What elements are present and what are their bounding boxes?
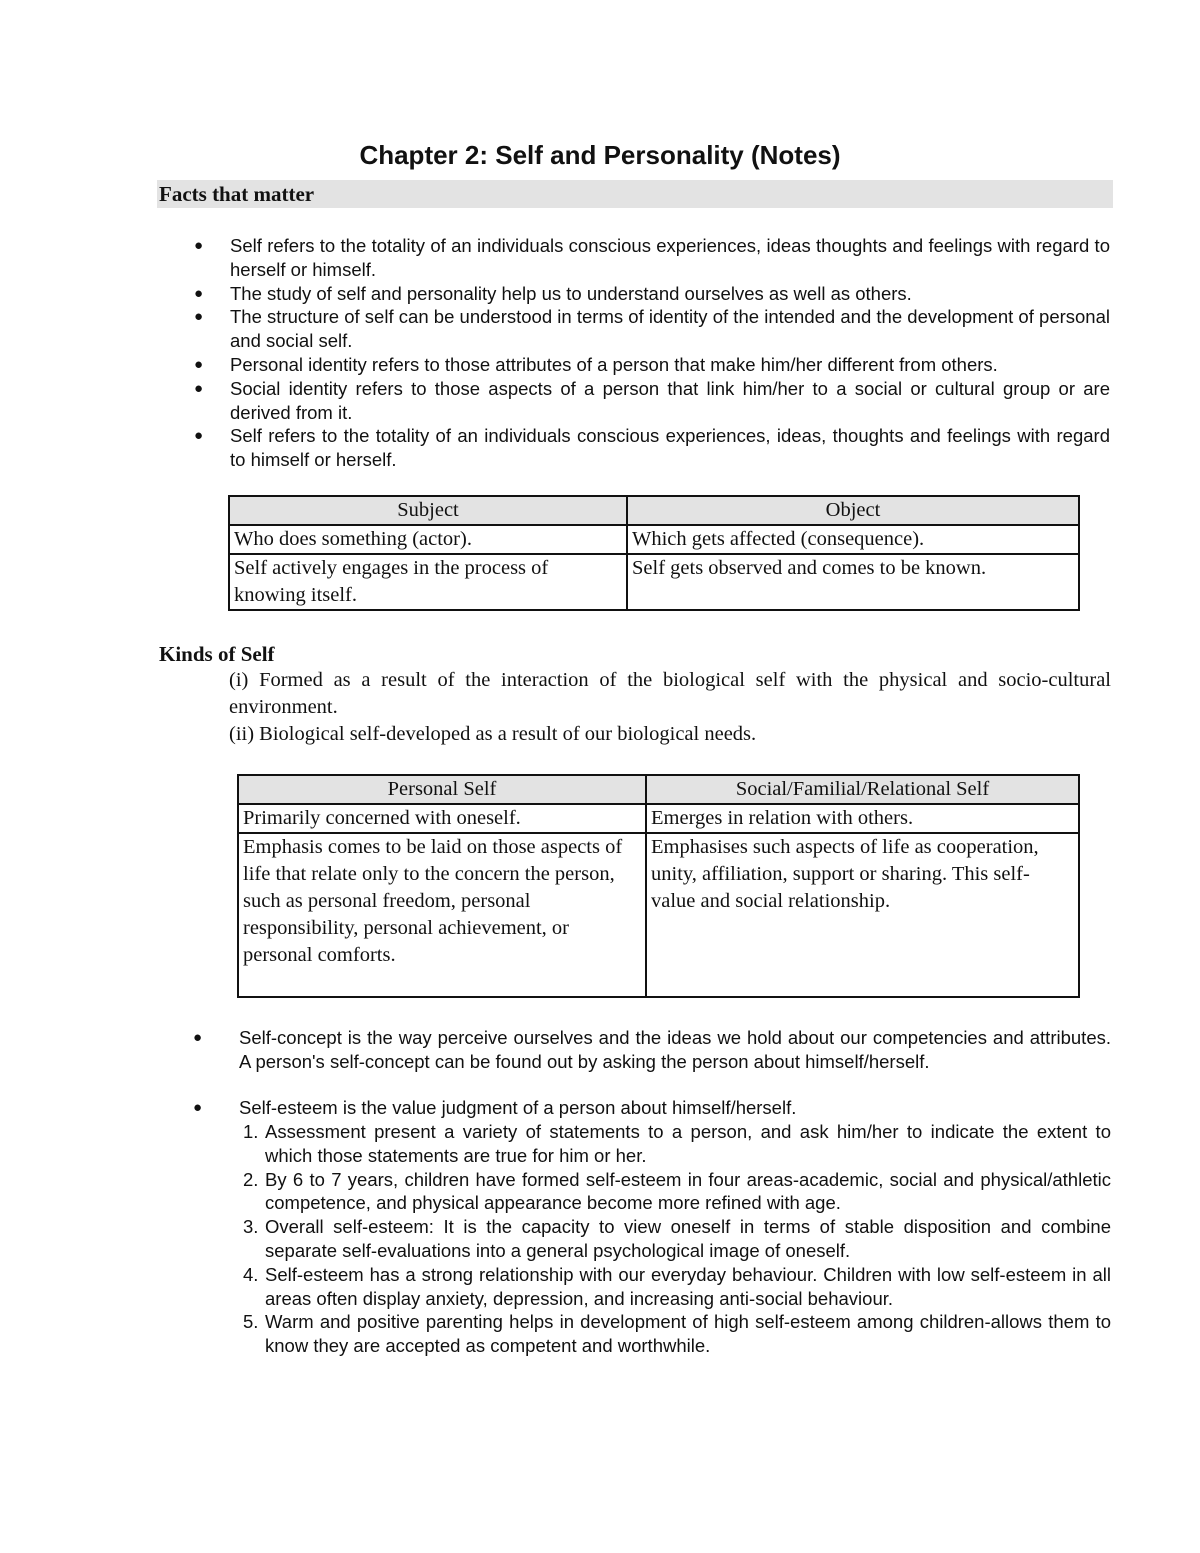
list-item: ● Social identity refers to those aspects of a person that link him/her to a social or cultural group or are derived from it.: [194, 377, 1110, 423]
table-cell: Primarily concerned with oneself.: [238, 804, 646, 833]
list-item: 5. Warm and positive parenting helps in development of high self-esteem among children-allows them to know they are accepted as competent and worthwhile.: [243, 1311, 1111, 1357]
table-row: [229, 525, 1079, 554]
list-item: 3. Overall self-esteem: It is the capacity to view oneself in terms of stable disposition and combine separate self-evaluations into a general psychological image of oneself.: [243, 1216, 1111, 1261]
bullet-icon: ●: [194, 237, 204, 254]
personal-social-self-table: [237, 774, 1080, 998]
bullet-icon: ●: [194, 355, 204, 373]
subject-object-table: [228, 495, 1080, 611]
table-cell: Self actively engages in the process of knowing itself.: [229, 554, 627, 610]
table-cell: Who does something (actor).: [229, 525, 627, 554]
list-item: ● The study of self and personality help us to understand ourselves as well as others.: [194, 282, 912, 304]
facts-list: [194, 234, 1110, 472]
bullet-icon: ●: [194, 379, 204, 397]
table-cell: Which gets affected (consequence).: [627, 525, 1079, 554]
table-header-row: [229, 496, 1079, 525]
table-cell: Emphasises such aspects of life as cooperation, unity, affiliation, support or sharing. This self-value and social relationship.: [646, 833, 1079, 997]
facts-heading: Facts that matter: [159, 182, 315, 206]
bullet-icon: ●: [194, 284, 204, 302]
bullet-icon: ●: [194, 427, 204, 445]
list-item: 1. Assessment present a variety of statements to a person, and ask him/her to indicate the extent to which those statements are true for him or her.: [243, 1121, 1111, 1166]
list-item: 4. Self-esteem has a strong relationship with our everyday behaviour. Children with low self-esteem in all areas often display anxiety, depression, and increasing anti-social behaviour.: [243, 1263, 1111, 1309]
self-esteem-list: [243, 1120, 1111, 1358]
list-item: ● Self refers to the totality of an individuals conscious experiences, ideas thoughts and feelings with regard to herself or himself.: [194, 235, 1110, 280]
bullet-icon: ●: [193, 1029, 203, 1046]
table-header-cell: Subject: [229, 496, 627, 525]
table-row: [238, 804, 1079, 833]
table-header-row: [238, 775, 1079, 804]
table-header-cell: Object: [627, 496, 1079, 525]
table-row: [229, 554, 1079, 610]
list-item: ● The structure of self can be understood in terms of identity of the intended and the development of personal and social self.: [194, 306, 1110, 352]
page-title: Chapter 2: Self and Personality (Notes): [359, 140, 841, 170]
table-row: [238, 833, 1079, 997]
table-cell: Emphasis comes to be laid on those aspects of life that relate only to the concern the person, such as personal freedom, personal responsibility, personal achievement, or personal comforts.: [238, 833, 646, 997]
list-item: ● Self refers to the totality of an individuals conscious experiences, ideas, thoughts and feelings with regard to himself or herself.: [194, 425, 1110, 471]
list-item: ● Personal identity refers to those attributes of a person that make him/her different from others.: [194, 353, 998, 375]
list-item: 2. By 6 to 7 years, children have formed self-esteem in four areas-academic, social and physical/athletic competence, and physical appearance become more refined with age.: [243, 1168, 1111, 1214]
table-header-cell: Personal Self: [238, 775, 646, 804]
kinds-of-self: [229, 667, 1111, 748]
kinds-heading: Kinds of Self: [159, 642, 275, 666]
kinds-line: (i) Formed as a result of the interaction of the biological self with the physical and socio-cultural environment.: [229, 669, 1111, 718]
bullet-icon: ●: [193, 1099, 203, 1116]
table-header-cell: Social/Familial/Relational Self: [646, 775, 1079, 804]
self-esteem-item: ● Self-esteem is the value judgment of a person about himself/herself.: [193, 1097, 797, 1118]
bullet-icon: ●: [194, 308, 204, 326]
self-concept-item: ● Self-concept is the way perceive ourselves and the ideas we hold about our competencies and attributes. A person's self-concept can be found out by asking the person about himself/herself.: [193, 1027, 1111, 1072]
table-cell: Emerges in relation with others.: [646, 804, 1079, 833]
kinds-line: (ii) Biological self-developed as a result of our biological needs.: [229, 723, 757, 745]
table-cell: Self gets observed and comes to be known.: [627, 554, 1079, 610]
